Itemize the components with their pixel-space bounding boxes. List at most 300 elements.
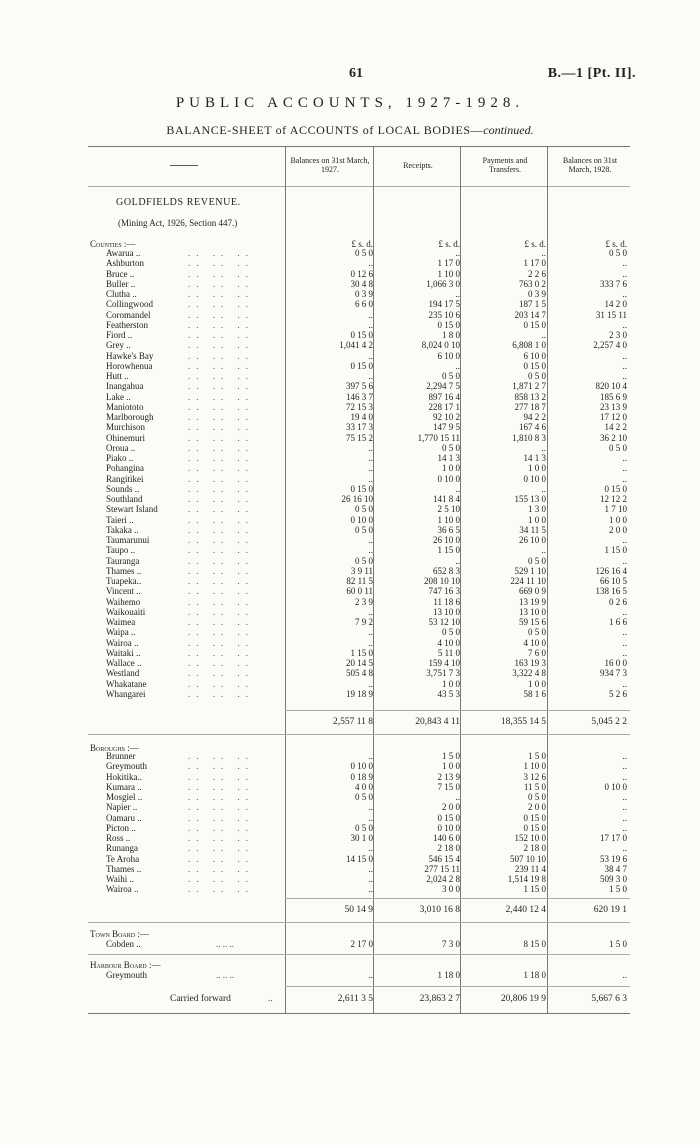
row-value-col-2: 141 8 4 (433, 494, 460, 504)
table-row (88, 649, 630, 658)
row-value-col-1: 6 6 0 (355, 299, 373, 310)
row-value-col-3: 1 10 0 (523, 761, 546, 772)
row-value-col-3: 858 13 2 (514, 391, 546, 402)
table-row (88, 454, 630, 463)
row-leader-dots: .. .. .. (188, 453, 254, 463)
counties-total-col-1: 2,557 11 8 (332, 717, 373, 727)
row-value-col-1: 1 15 0 (350, 647, 373, 658)
row-name: Waitaki .. (106, 647, 141, 658)
row-value-col-3: 0 5 0 (528, 792, 546, 802)
town-board-col-3: 8 15 0 (523, 939, 546, 949)
row-value-col-2: 0 10 0 (437, 822, 460, 833)
row-leader-dots: .. .. .. (188, 258, 254, 269)
row-value-col-1: .. (368, 442, 373, 453)
row-value-col-2: 2 18 0 (437, 843, 460, 854)
row-value-col-3: 155 13 0 (514, 494, 546, 504)
row-value-col-2: 546 15 4 (428, 853, 460, 864)
row-value-col-1: 0 5 0 (355, 792, 373, 802)
row-name: Napier .. (106, 802, 138, 813)
row-name: Takaka .. (106, 524, 139, 535)
table-row (88, 834, 630, 843)
row-leader-dots: .. .. .. (188, 596, 254, 607)
table-row (88, 536, 630, 545)
row-leader-dots: .. .. .. (188, 340, 254, 351)
carried-forward-col-2: 23,863 2 7 (419, 994, 460, 1004)
row-name: Tauranga (106, 555, 140, 566)
row-value-col-2: 1 0 0 (442, 761, 460, 772)
row-name: Taieri .. (106, 514, 134, 525)
row-value-col-2: 0 15 0 (437, 812, 460, 823)
row-value-col-2: 2,294 7 5 (426, 381, 460, 392)
row-name: Hawke's Bay (106, 350, 154, 361)
row-value-col-2: 1 0 0 (442, 678, 460, 689)
row-leader-dots: .. .. .. (188, 555, 254, 566)
table-row (88, 280, 630, 289)
table-row (88, 485, 630, 494)
row-leader-dots: .. .. .. (188, 371, 254, 381)
row-leader-dots: .. .. .. (188, 268, 254, 279)
table-row (88, 300, 630, 309)
row-value-col-4: 333 7 6 (600, 278, 627, 289)
row-value-col-4: 0 5 0 (609, 248, 627, 258)
row-value-col-4: .. (622, 555, 627, 566)
row-name: Coromandel (106, 309, 151, 320)
row-name: Bruce .. (106, 268, 135, 279)
row-value-col-1: .. (368, 606, 373, 617)
row-value-col-1: 0 3 9 (355, 289, 373, 299)
row-name: Westland (106, 668, 140, 679)
harbour-board-col-1: .. (368, 970, 373, 980)
row-value-col-1: 0 5 0 (355, 822, 373, 833)
row-value-col-2: 235 10 6 (428, 309, 460, 320)
boroughs-total-col-4: 620 19 1 (593, 905, 627, 915)
row-value-col-4: 185 6 9 (600, 391, 627, 402)
table-row (88, 824, 630, 833)
row-value-col-4: 2 0 0 (609, 524, 627, 535)
row-value-col-4: 38 4 7 (604, 863, 627, 874)
row-value-col-1: 0 5 0 (355, 504, 373, 515)
row-leader-dots: .. .. .. (188, 606, 254, 617)
row-value-col-4: 0 2 6 (609, 596, 627, 607)
table-row (88, 413, 630, 422)
row-name: Thames .. (106, 565, 142, 576)
row-name: Taumarunui (106, 535, 150, 545)
row-name: Horowhenua (106, 360, 153, 371)
row-value-col-3: 0 5 0 (528, 555, 546, 566)
row-value-col-1: 4 0 0 (355, 781, 373, 792)
row-value-col-4: 23 13 9 (600, 401, 627, 412)
row-value-col-4: 0 5 0 (609, 442, 627, 453)
row-value-col-1: .. (368, 884, 373, 895)
first-column-header (170, 165, 198, 166)
row-value-col-3: 0 5 0 (528, 371, 546, 381)
row-value-col-1: .. (368, 812, 373, 823)
table-row (88, 773, 630, 782)
row-name: Whakatane (106, 678, 147, 689)
carried-forward-col-4: 5,667 6 3 (591, 994, 627, 1004)
row-value-col-4: .. (622, 473, 627, 484)
row-value-col-4: 2 3 0 (609, 330, 627, 340)
row-value-col-2: 6 10 0 (437, 350, 460, 361)
row-value-col-4: .. (622, 535, 627, 545)
row-value-col-1: 0 12 6 (350, 268, 373, 279)
row-value-col-2: 1 10 0 (437, 514, 460, 525)
row-value-col-3: 1,810 8 3 (512, 432, 546, 443)
unit-col-1: £ s. d. (351, 239, 373, 249)
row-name: Awarua .. (106, 248, 141, 258)
row-value-col-1: 19 18 9 (346, 688, 373, 699)
row-value-col-2: 13 10 0 (433, 606, 460, 617)
row-value-col-3: 3 12 6 (523, 771, 546, 782)
row-leader-dots: .. .. .. (188, 627, 254, 638)
row-value-col-1: .. (368, 863, 373, 874)
row-value-col-4: 1 7 10 (604, 504, 627, 515)
row-value-col-1: 60 0 11 (346, 586, 373, 597)
counties-total-col-2: 20,843 4 11 (415, 717, 460, 727)
balance-sheet-table (88, 146, 630, 1014)
row-name: Ross .. (106, 833, 131, 843)
row-value-col-2: 2,024 2 8 (426, 874, 460, 884)
row-value-col-4: 509 3 0 (600, 874, 627, 884)
row-value-col-2: 5 11 0 (437, 647, 460, 658)
boroughs-total-col-3: 2,440 12 4 (505, 905, 546, 915)
page-title: PUBLIC ACCOUNTS, 1927-1928. (175, 95, 525, 111)
harbour-board-name: Greymouth (106, 970, 147, 980)
section-title: GOLDFIELDS REVENUE. (116, 197, 241, 208)
table-row (88, 526, 630, 535)
row-value-col-3: 1 0 0 (528, 678, 546, 689)
row-value-col-1: 0 18 9 (350, 771, 373, 782)
row-value-col-2: 3,751 7 3 (426, 668, 460, 679)
row-value-col-1: 26 16 10 (341, 494, 373, 504)
row-value-col-3: 167 4 6 (519, 422, 546, 433)
row-value-col-4: 820 10 4 (595, 381, 627, 392)
row-value-col-4: .. (622, 627, 627, 638)
row-value-col-4: 1 5 0 (609, 884, 627, 895)
table-row (88, 690, 630, 699)
row-leader-dots: .. .. .. (188, 330, 254, 340)
row-value-col-3: 7 6 0 (528, 647, 546, 658)
table-row (88, 669, 630, 678)
harbour-board-col-3: 1 18 0 (523, 970, 546, 980)
table-row (88, 321, 630, 330)
row-value-col-3: 203 14 7 (514, 309, 546, 320)
row-value-col-4: 12 12 2 (600, 494, 627, 504)
row-value-col-2: .. (455, 248, 460, 258)
row-value-col-4: 1 6 6 (609, 617, 627, 627)
row-value-col-2: 194 17 5 (428, 299, 460, 310)
row-leader-dots: .. .. .. (188, 391, 254, 402)
row-value-col-1: 0 15 0 (350, 360, 373, 371)
row-value-col-2: 3 0 0 (442, 884, 460, 895)
row-value-col-2: 1,770 15 11 (417, 432, 460, 443)
row-value-col-1: .. (368, 545, 373, 556)
row-leader-dots: .. .. .. (188, 514, 254, 525)
row-value-col-2: 11 18 6 (433, 596, 460, 607)
row-value-col-3: 0 15 0 (523, 360, 546, 371)
row-value-col-1: 75 15 2 (346, 432, 373, 443)
row-value-col-4: 17 12 0 (600, 412, 627, 422)
row-value-col-4: .. (622, 606, 627, 617)
row-value-col-3: 1 17 0 (523, 258, 546, 269)
row-leader-dots: .. .. .. (188, 863, 254, 874)
table-row (88, 844, 630, 853)
row-name: Oroua .. (106, 442, 136, 453)
row-name: Stewart Island (106, 504, 158, 515)
row-value-col-2: 53 12 10 (428, 617, 460, 627)
row-value-col-2: 1,066 3 0 (426, 278, 460, 289)
row-leader-dots: .. .. .. (188, 545, 254, 556)
row-leader-dots: .. .. .. (188, 853, 254, 864)
row-value-col-1: 33 17 3 (346, 422, 373, 433)
harbour-board-row (88, 971, 630, 980)
row-value-col-3: 94 2 2 (523, 412, 546, 422)
row-value-col-3: 187 1 5 (519, 299, 546, 310)
boroughs-total-col-1: 50 14 9 (344, 905, 373, 915)
row-name: Oamaru .. (106, 812, 142, 823)
row-name: Taupo .. (106, 545, 136, 556)
subtitle-main: BALANCE-SHEET of ACCOUNTS of LOCAL BODIES— (166, 123, 484, 137)
table-row (88, 341, 630, 350)
row-value-col-2: 652 8 3 (433, 565, 460, 576)
table-row (88, 403, 630, 412)
row-value-col-2: 0 5 0 (442, 371, 460, 381)
row-value-col-3: 1 5 0 (528, 751, 546, 761)
harbour-board-col-2: 1 18 0 (437, 970, 460, 980)
row-value-col-4: .. (622, 360, 627, 371)
row-name: Southland (106, 494, 143, 504)
table-row (88, 270, 630, 279)
row-value-col-3: 4 10 0 (523, 637, 546, 648)
row-value-col-4: 2,257 4 0 (593, 340, 627, 351)
boroughs-total-col-2: 3,010 16 8 (419, 905, 460, 915)
carried-forward-row (88, 994, 630, 1005)
row-value-col-2: 1 15 0 (437, 545, 460, 556)
row-name: Sounds .. (106, 483, 140, 494)
row-value-col-1: .. (368, 843, 373, 854)
row-leader-dots: .. .. .. (188, 751, 254, 761)
row-value-col-4: 36 2 10 (600, 432, 627, 443)
row-value-col-3: 1 0 0 (528, 514, 546, 525)
row-leader-dots: .. .. .. (188, 576, 254, 586)
row-value-col-4: 31 15 11 (595, 309, 627, 320)
row-leader-dots: .. .. .. (188, 483, 254, 494)
row-leader-dots: .. .. .. (188, 812, 254, 823)
row-leader-dots: .. .. .. (188, 535, 254, 545)
row-leader-dots: .. .. .. (188, 248, 254, 258)
table-row (88, 865, 630, 874)
row-name: Lake .. (106, 391, 131, 402)
row-leader-dots: .. .. .. (188, 761, 254, 772)
row-value-col-4: .. (622, 258, 627, 269)
town-board-name: Cobden .. (106, 939, 141, 949)
col-header-payments: Payments and Transfers. (482, 156, 528, 174)
row-value-col-3: 163 19 3 (514, 658, 546, 668)
row-name: Maniototo (106, 401, 144, 412)
row-leader-dots: .. .. .. (188, 565, 254, 576)
subtitle-continued: continued. (483, 123, 534, 137)
row-value-col-4: 138 16 5 (595, 586, 627, 597)
row-name: Wallace .. (106, 658, 142, 668)
harbour-board-label: Harbour Board :— (90, 960, 161, 970)
table-row (88, 680, 630, 689)
row-leader-dots: .. .. .. (188, 412, 254, 422)
row-value-col-4: .. (622, 463, 627, 474)
row-value-col-4: .. (622, 771, 627, 782)
row-value-col-1: 0 5 0 (355, 248, 373, 258)
carried-forward-col-1: 2,611 3 5 (337, 994, 373, 1004)
row-value-col-4: 66 10 5 (600, 576, 627, 586)
row-leader-dots: .. .. .. (188, 319, 254, 330)
table-row (88, 885, 630, 894)
row-value-col-1: .. (368, 258, 373, 269)
boroughs-total-rule (285, 898, 630, 899)
table-row (88, 352, 630, 361)
town-board-dots: .. .. .. (216, 939, 234, 949)
row-value-col-1: 30 4 8 (350, 278, 373, 289)
row-name: Waihi .. (106, 874, 135, 884)
row-value-col-2: 1 8 0 (442, 330, 460, 340)
row-value-col-3: .. (541, 248, 546, 258)
row-value-col-2: 277 15 11 (424, 863, 460, 874)
row-name: Grey .. (106, 340, 131, 351)
row-value-col-4: 1 0 0 (609, 514, 627, 525)
row-value-col-1: .. (368, 309, 373, 320)
row-value-col-3: 0 10 0 (523, 473, 546, 484)
row-value-col-1: .. (368, 627, 373, 638)
row-value-col-2: 0 10 0 (437, 473, 460, 484)
row-value-col-1: .. (368, 453, 373, 463)
town-board-rule (88, 954, 630, 955)
counties-total-row (88, 717, 630, 728)
row-value-col-1: 2 3 9 (355, 596, 373, 607)
row-name: Te Aroha (106, 853, 140, 864)
row-leader-dots: .. .. .. (188, 442, 254, 453)
section-act: (Mining Act, 1926, Section 447.) (118, 218, 238, 228)
row-leader-dots: .. .. .. (188, 524, 254, 535)
boroughs-section-rule (88, 922, 630, 923)
table-row (88, 311, 630, 320)
row-value-col-4: .. (622, 792, 627, 802)
row-value-col-2: 2 13 9 (437, 771, 460, 782)
table-row (88, 249, 630, 258)
carried-forward-label: Carried forward (170, 994, 231, 1004)
table-row (88, 628, 630, 637)
boroughs-label: Boroughs :— (90, 743, 139, 753)
row-value-col-4: .. (622, 637, 627, 648)
row-name: Picton .. (106, 822, 136, 833)
row-value-col-1: 20 14 5 (346, 658, 373, 668)
col-header-balances-1927: Balances on 31st March, 1927. (290, 156, 370, 174)
row-value-col-3: 59 15 6 (519, 617, 546, 627)
row-name: Waimea (106, 617, 136, 627)
row-leader-dots: .. .. .. (188, 781, 254, 792)
row-value-col-1: 0 10 0 (350, 514, 373, 525)
table-row (88, 752, 630, 761)
row-value-col-3: 1,514 19 8 (507, 874, 546, 884)
row-value-col-3: 6 10 0 (523, 350, 546, 361)
row-name: Whangarei (106, 688, 146, 699)
row-value-col-3: 152 10 0 (514, 833, 546, 843)
row-leader-dots: .. .. .. (188, 833, 254, 843)
table-row (88, 516, 630, 525)
row-value-col-2: .. (455, 483, 460, 494)
row-value-col-2: 26 10 0 (433, 535, 460, 545)
row-leader-dots: .. .. .. (188, 432, 254, 443)
col-header-balances-1928: Balances on 31st March, 1928. (562, 156, 618, 174)
table-row (88, 567, 630, 576)
row-value-col-4: 126 16 4 (595, 565, 627, 576)
row-value-col-2: 0 5 0 (442, 442, 460, 453)
row-name: Inangahua (106, 381, 144, 392)
row-name: Ashburton (106, 258, 144, 269)
row-value-col-3: 1 15 0 (523, 884, 546, 895)
row-value-col-3: 34 11 5 (519, 524, 546, 535)
row-value-col-3: 3,322 4 8 (512, 668, 546, 679)
row-value-col-1: .. (368, 751, 373, 761)
row-value-col-2: 0 15 0 (437, 319, 460, 330)
table-row (88, 393, 630, 402)
row-value-col-4: 53 19 6 (600, 853, 627, 864)
row-value-col-4: .. (622, 453, 627, 463)
row-leader-dots: .. .. .. (188, 822, 254, 833)
row-value-col-3: 6,808 1 0 (512, 340, 546, 351)
row-value-col-2: 43 5 3 (437, 688, 460, 699)
row-value-col-1: .. (368, 371, 373, 381)
row-name: Pohangina (106, 463, 144, 474)
table-row (88, 475, 630, 484)
row-value-col-1: 7 9 2 (355, 617, 373, 627)
counties-label: Counties :— (90, 239, 136, 249)
row-value-col-1: 82 11 5 (346, 576, 373, 586)
row-value-col-2: 1 0 0 (442, 463, 460, 474)
row-leader-dots: .. .. .. (188, 299, 254, 310)
row-leader-dots: .. .. .. (188, 350, 254, 361)
row-leader-dots: .. .. .. (188, 884, 254, 895)
row-value-col-4: .. (622, 678, 627, 689)
table-row (88, 762, 630, 771)
row-value-col-4: .. (622, 647, 627, 658)
row-value-col-1: 505 4 8 (346, 668, 373, 679)
row-leader-dots: .. .. .. (188, 771, 254, 782)
row-value-col-1: .. (368, 802, 373, 813)
table-row (88, 290, 630, 299)
row-value-col-4: .. (622, 350, 627, 361)
table-row (88, 855, 630, 864)
counties-total-rule (285, 710, 630, 711)
row-value-col-3: 14 1 3 (523, 453, 546, 463)
row-value-col-1: 0 15 0 (350, 330, 373, 340)
row-value-col-2: 4 10 0 (437, 637, 460, 648)
row-value-col-3: 277 18 7 (514, 401, 546, 412)
row-value-col-3: 507 10 10 (510, 853, 546, 864)
town-board-col-2: 7 3 0 (442, 939, 460, 949)
row-name: Piako .. (106, 453, 134, 463)
table-bottom-rule (88, 1013, 630, 1014)
row-value-col-2: 208 10 10 (424, 576, 460, 586)
row-value-col-4: 5 2 6 (609, 688, 627, 699)
table-top-rule (88, 146, 630, 147)
row-value-col-1: 1,041 4 2 (339, 340, 373, 351)
row-value-col-4: 1 15 0 (604, 545, 627, 556)
row-leader-dots: .. .. .. (188, 360, 254, 371)
table-row (88, 505, 630, 514)
table-row (88, 259, 630, 268)
row-name: Brunner (106, 751, 136, 761)
header-bottom-rule (88, 186, 630, 187)
table-row (88, 546, 630, 555)
row-value-col-2: 2 0 0 (442, 802, 460, 813)
